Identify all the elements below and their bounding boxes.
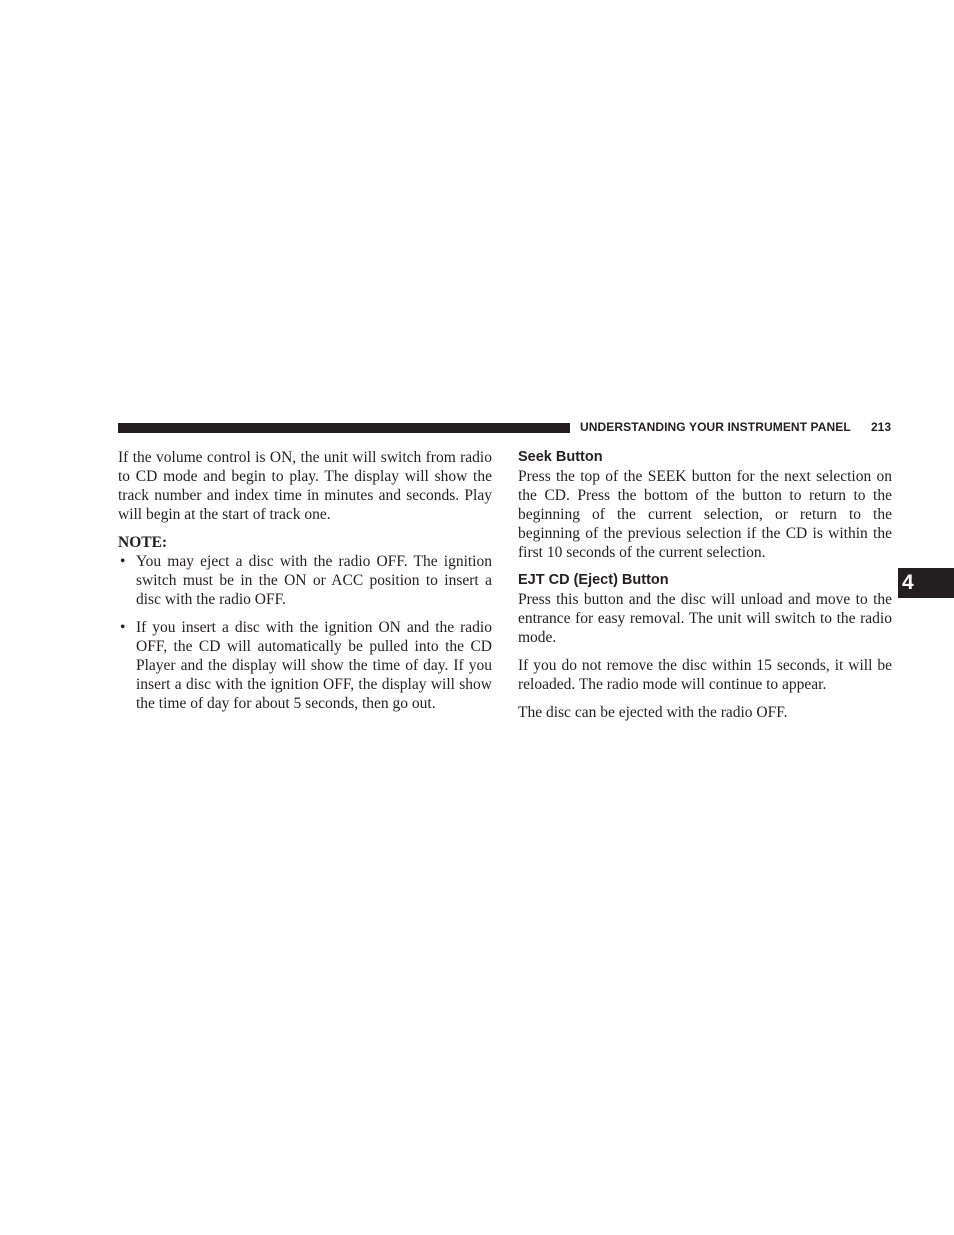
eject-paragraph-2: If you do not remove the disc within 15 seconds, it will be reloaded. The radio mode will continue to appear. <box>518 657 892 693</box>
chapter-tab: 4 <box>898 568 954 598</box>
eject-paragraph-1: Press this button and the disc will unload and move to the entrance for easy removal. The unit will switch to the radio mode. <box>518 591 892 646</box>
note-list <box>118 552 492 713</box>
note-label: NOTE: <box>118 534 168 551</box>
list-item <box>118 618 492 713</box>
bullet-icon: • <box>120 619 126 636</box>
eject-paragraph-3: The disc can be ejected with the radio OFF. <box>518 704 788 721</box>
right-column <box>518 448 892 731</box>
bullet-text: If you insert a disc with the ignition ON and the radio OFF, the CD will automatically be pulled into the CD Player and the display will show the time of day. If you insert a disc with the ignition OFF, the display will show the time of day for about 5 seconds, then go out. <box>136 619 492 712</box>
section-title: UNDERSTANDING YOUR INSTRUMENT PANEL <box>580 420 851 434</box>
eject-heading: EJT CD (Eject) Button <box>518 572 669 588</box>
seek-heading: Seek Button <box>518 449 603 465</box>
page-number: 213 <box>871 420 892 434</box>
bullet-text: You may eject a disc with the radio OFF. The ignition switch must be in the ON or ACC position to insert a disc with the radio OFF. <box>136 553 492 608</box>
bullet-icon: • <box>120 553 126 570</box>
header-rule <box>118 423 570 433</box>
left-column <box>118 448 492 722</box>
intro-paragraph: If the volume control is ON, the unit will switch from radio to CD mode and begin to play. The display will show the track number and index time in minutes and seconds. Play will begin at the start of track one. <box>118 449 492 523</box>
list-item <box>118 552 492 609</box>
seek-paragraph: Press the top of the SEEK button for the next selection on the CD. Press the bottom of the button to return to the beginning of the current selection, or return to the beginning of the previous selection if the CD is within the first 10 seconds of the current selection. <box>518 468 892 561</box>
